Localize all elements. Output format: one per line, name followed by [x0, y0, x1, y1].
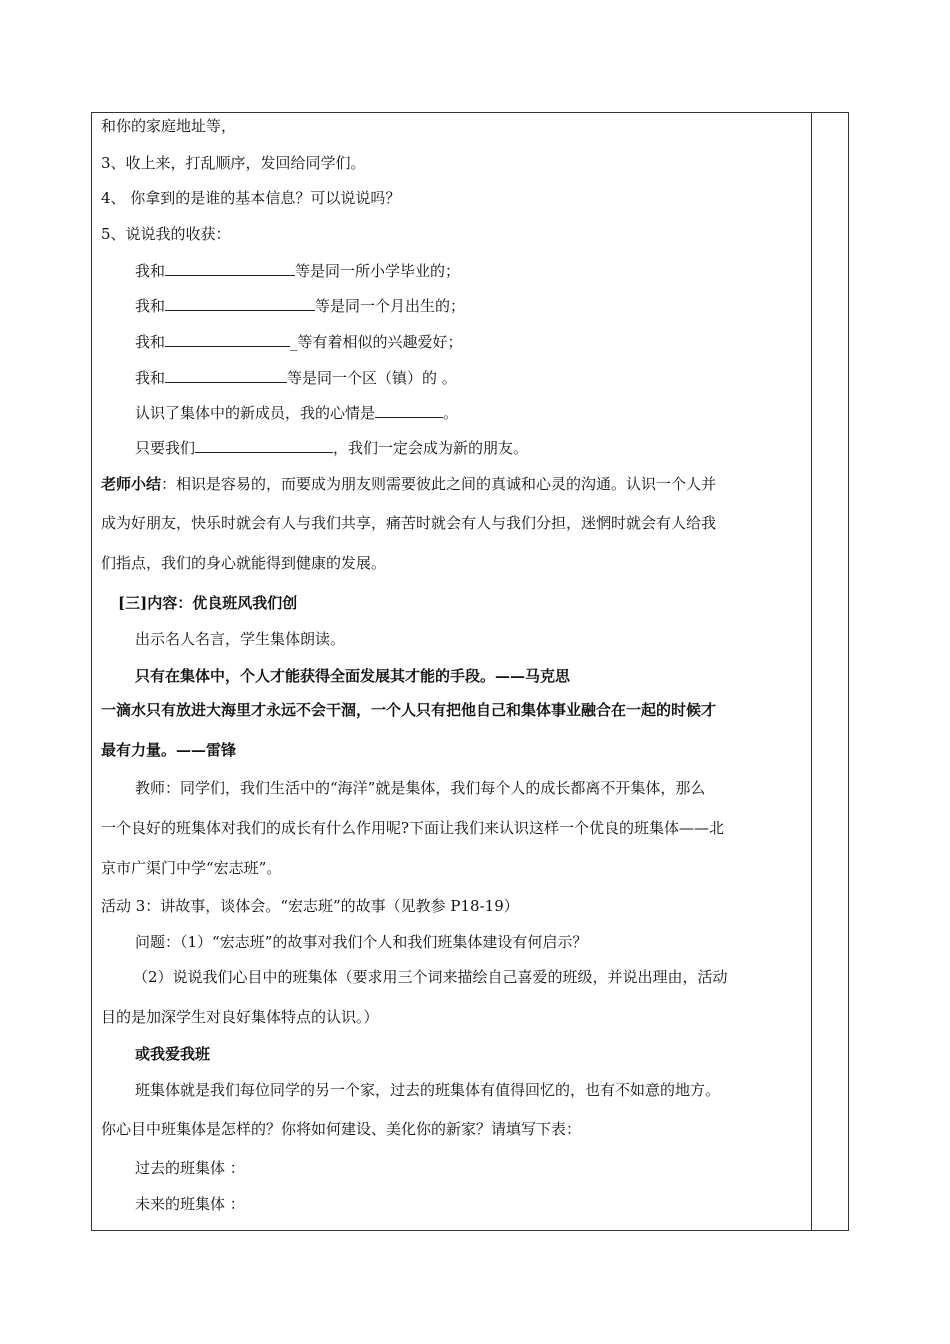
text-fragment: 。 [443, 404, 459, 422]
text-fragment: 我和 [135, 262, 166, 280]
text-line: 京市广渠门中学“宏志班”。 [101, 859, 282, 877]
text-line: 们指点，我们的身心就能得到健康的发展。 [101, 554, 387, 572]
text-line: 过去的班集体 ： [135, 1159, 245, 1177]
blank-field[interactable] [165, 331, 290, 347]
text-fragment: 等是同一个区（镇）的 。 [287, 369, 457, 387]
fill-in-line [135, 402, 458, 423]
text-fragment: 我和 [135, 297, 166, 315]
text-line: （2）说说我们心目中的班集体（要求用三个词来描绘自己喜爱的班级，并说出理由，活动 [133, 968, 728, 986]
text-fragment: 等是同一所小学毕业的； [295, 262, 461, 280]
activity-line: 活动 3：讲故事，谈体会。“宏志班”的故事（见教参 P18-19） [101, 897, 519, 915]
text-line: 未来的班集体 ： [135, 1195, 245, 1213]
text-line: 出示名人名言，学生集体朗读。 [135, 630, 346, 648]
fill-in-line [135, 437, 528, 458]
fill-in-line [135, 295, 465, 316]
text-line: 成为好朋友，快乐时就会有人与我们共享，痛苦时就会有人与我们分担，迷惘时就会有人给我 [101, 514, 717, 532]
text-line: 你心目中班集体是怎样的？你将如何建设、美化你的新家？请填写下表： [101, 1120, 582, 1138]
text-fragment: 只要我们 [135, 439, 196, 457]
blank-field[interactable] [375, 402, 443, 418]
column-divider [811, 112, 812, 1231]
text-fragment: _等有着相似的兴趣爱好； [290, 333, 463, 351]
section-heading: 或我爱我班 [135, 1045, 211, 1063]
text-line: 班集体就是我们每位同学的另一个家，过去的班集体有值得回忆的，也有不如意的地方。 [135, 1081, 721, 1099]
quote-line: 只有在集体中，个人才能获得全面发展其才能的手段。——马克思 [135, 667, 571, 685]
blank-field[interactable] [165, 260, 295, 276]
text-line: 问题：（1）“宏志班”的故事对我们个人和我们班集体建设有何启示？ [135, 933, 588, 951]
blank-field[interactable] [165, 295, 315, 311]
text-line: 和你的家庭地址等， [101, 117, 237, 135]
text-fragment: 等是同一个月出生的； [315, 297, 466, 315]
text-line: 教师：同学们，我们生活中的“海洋”就是集体，我们每个人的成长都离不开集体，那么 [135, 779, 706, 797]
text-fragment: 我和 [135, 369, 166, 387]
text-line: 4、 你拿到的是谁的基本信息？可以说说吗？ [101, 189, 401, 207]
quote-line: 最有力量。——雷锋 [101, 741, 237, 759]
fill-in-line [135, 331, 463, 352]
text-line: 3、收上来，打乱顺序，发回给同学们。 [101, 154, 366, 172]
section-heading: [三]内容：优良班风我们创 [118, 594, 298, 612]
teacher-summary [101, 474, 716, 494]
text-fragment: 认识了集体中的新成员，我的心情是 [135, 404, 376, 422]
text-fragment: ：相识是容易的，而要成为朋友则需要彼此之间的真诚和心灵的沟通。认识一个人并 [161, 475, 717, 493]
fill-in-line [135, 367, 457, 388]
summary-label: 老师小结 [101, 475, 162, 493]
blank-field[interactable] [165, 367, 287, 383]
text-line: 5、说说我的收获： [101, 225, 231, 243]
text-fragment: ，我们一定会成为新的朋友。 [333, 439, 529, 457]
text-fragment: 我和 [135, 333, 166, 351]
text-line: 目的是加深学生对良好集体特点的认识。） [101, 1008, 379, 1026]
text-line: 一个良好的班集体对我们的成长有什么作用呢?下面让我们来认识这样一个优良的班集体——北 [101, 819, 725, 837]
blank-field[interactable] [195, 437, 333, 453]
quote-line: 一滴水只有放进大海里才永远不会干涸，一个人只有把他自己和集体事业融合在一起的时候才 [101, 701, 717, 719]
fill-in-line [135, 260, 460, 281]
